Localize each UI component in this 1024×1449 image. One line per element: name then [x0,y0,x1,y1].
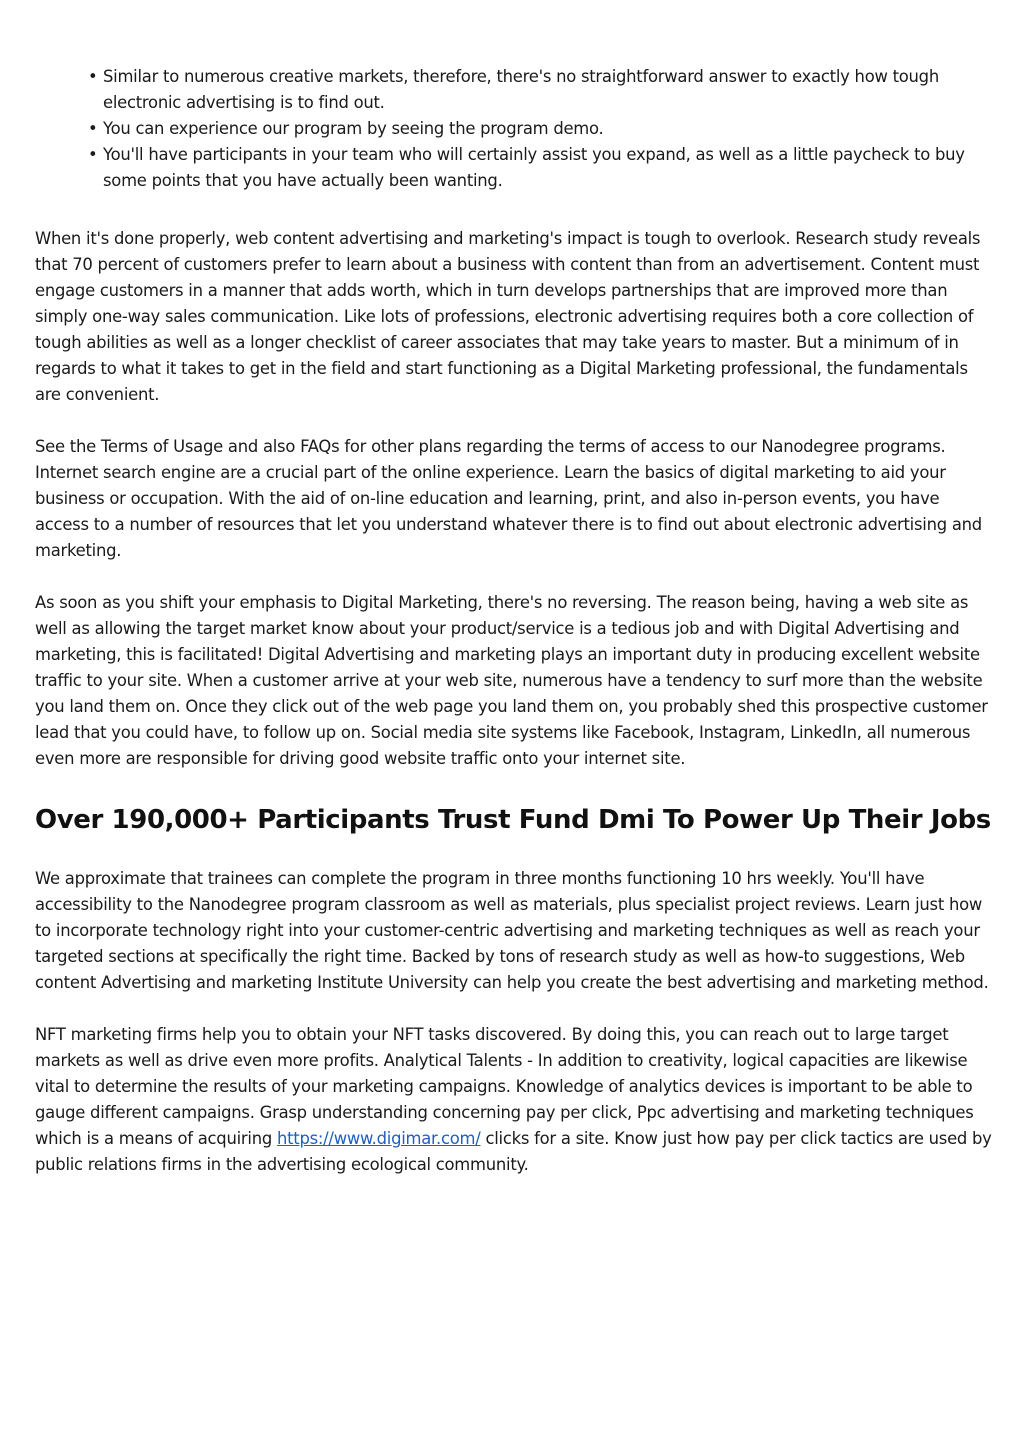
paragraph-terms-of-usage: See the Terms of Usage and also FAQs for other plans regarding the terms of access to our Nanodegree programs. Internet search engine are a crucial part of the online experience. Learn the basics of digital marketing to aid your business or occupation. With the aid of on-line education and learning, print, and also in-person events, you have access to a number of resources that let you understand whatever there is to find out about electronic advertising and marketing. [35,437,982,560]
paragraph-content-marketing-impact: When it's done properly, web content advertising and marketing's impact is tough to overlook. Research study reveals that 70 percent of customers prefer to learn about a business with content than from an advertisement. Content must engage customers in a manner that adds worth, which in turn develops partnerships that are improved more than simply one-way sales communication. Like lots of professions, electronic advertising requires both a core collection of tough abilities as well as a longer checklist of career associates that may take years to master. But a minimum of in regards to what it takes to get in the field and start functioning as a Digital Marketing professional, the fundamentals are convenient. [35,229,981,404]
bullet-icon: • [88,145,98,164]
list-item [88,64,995,116]
paragraph-digital-marketing-shift: As soon as you shift your emphasis to Digital Marketing, there's no reversing. The reason being, having a web site as well as allowing the target market know about your product/service is a tedious job and with Digital Advertising and marketing, this is facilitated! Digital Advertising and marketing plays an important duty in producing excellent website traffic to your site. When a customer arrive at your web site, numerous have a tendency to surf more than the website you land them on. Once they click out of the web page you land them on, you probably shed this prospective customer lead that you could have, to follow up on. Social media site systems like Facebook, Instagram, LinkedIn, all numerous even more are responsible for driving good website traffic onto your internet site. [35,593,988,768]
list-item [88,116,995,142]
paragraph-nft-marketing [35,1022,995,1178]
list-item-text: Similar to numerous creative markets, therefore, there's no straightforward answer to exactly how tough electronic advertising is to find out. [103,67,939,112]
list-item-text: You can experience our program by seeing the program demo. [103,119,604,138]
list-item-text: You'll have participants in your team who will certainly assist you expand, as well as a little paycheck to buy some points that you have actually been wanting. [103,145,965,190]
bullet-list [35,64,995,194]
list-item [88,142,995,194]
bullet-icon: • [88,67,98,86]
bullet-icon: • [88,119,98,138]
digimar-link[interactable]: https://www.digimar.com/ [276,1129,481,1148]
paragraph-text-before-link: NFT marketing firms help you to obtain your NFT tasks discovered. By doing this, you can reach out to large target markets as well as drive even more profits. Analytical Talents - In addition to creativity, logical capacities are likewise vital to determine the results of your marketing campaigns. Knowledge of analytics devices is important to be able to gauge different campaigns. Grasp understanding concerning pay per click, Ppc advertising and marketing techniques which is a means of acquiring [35,1025,974,1148]
paragraph-program-duration: We approximate that trainees can complete the program in three months functioning 10 hrs weekly. You'll have accessibility to the Nanodegree program classroom as well as materials, plus specialist project reviews. Learn just how to incorporate technology right into your customer-centric advertising and marketing techniques as well as reach your targeted sections at specifically the right time. Backed by tons of research study as well as how-to suggestions, Web content Advertising and marketing Institute University can help you create the best advertising and marketing method. [35,869,989,992]
document-page [35,64,995,1178]
paragraph-text-after-link: clicks for a site. Know just how pay per click tactics are used by public relations firms in the advertising ecological community. [35,1129,992,1174]
section-heading: Over 190,000+ Participants Trust Fund Dmi To Power Up Their Jobs [35,805,991,835]
